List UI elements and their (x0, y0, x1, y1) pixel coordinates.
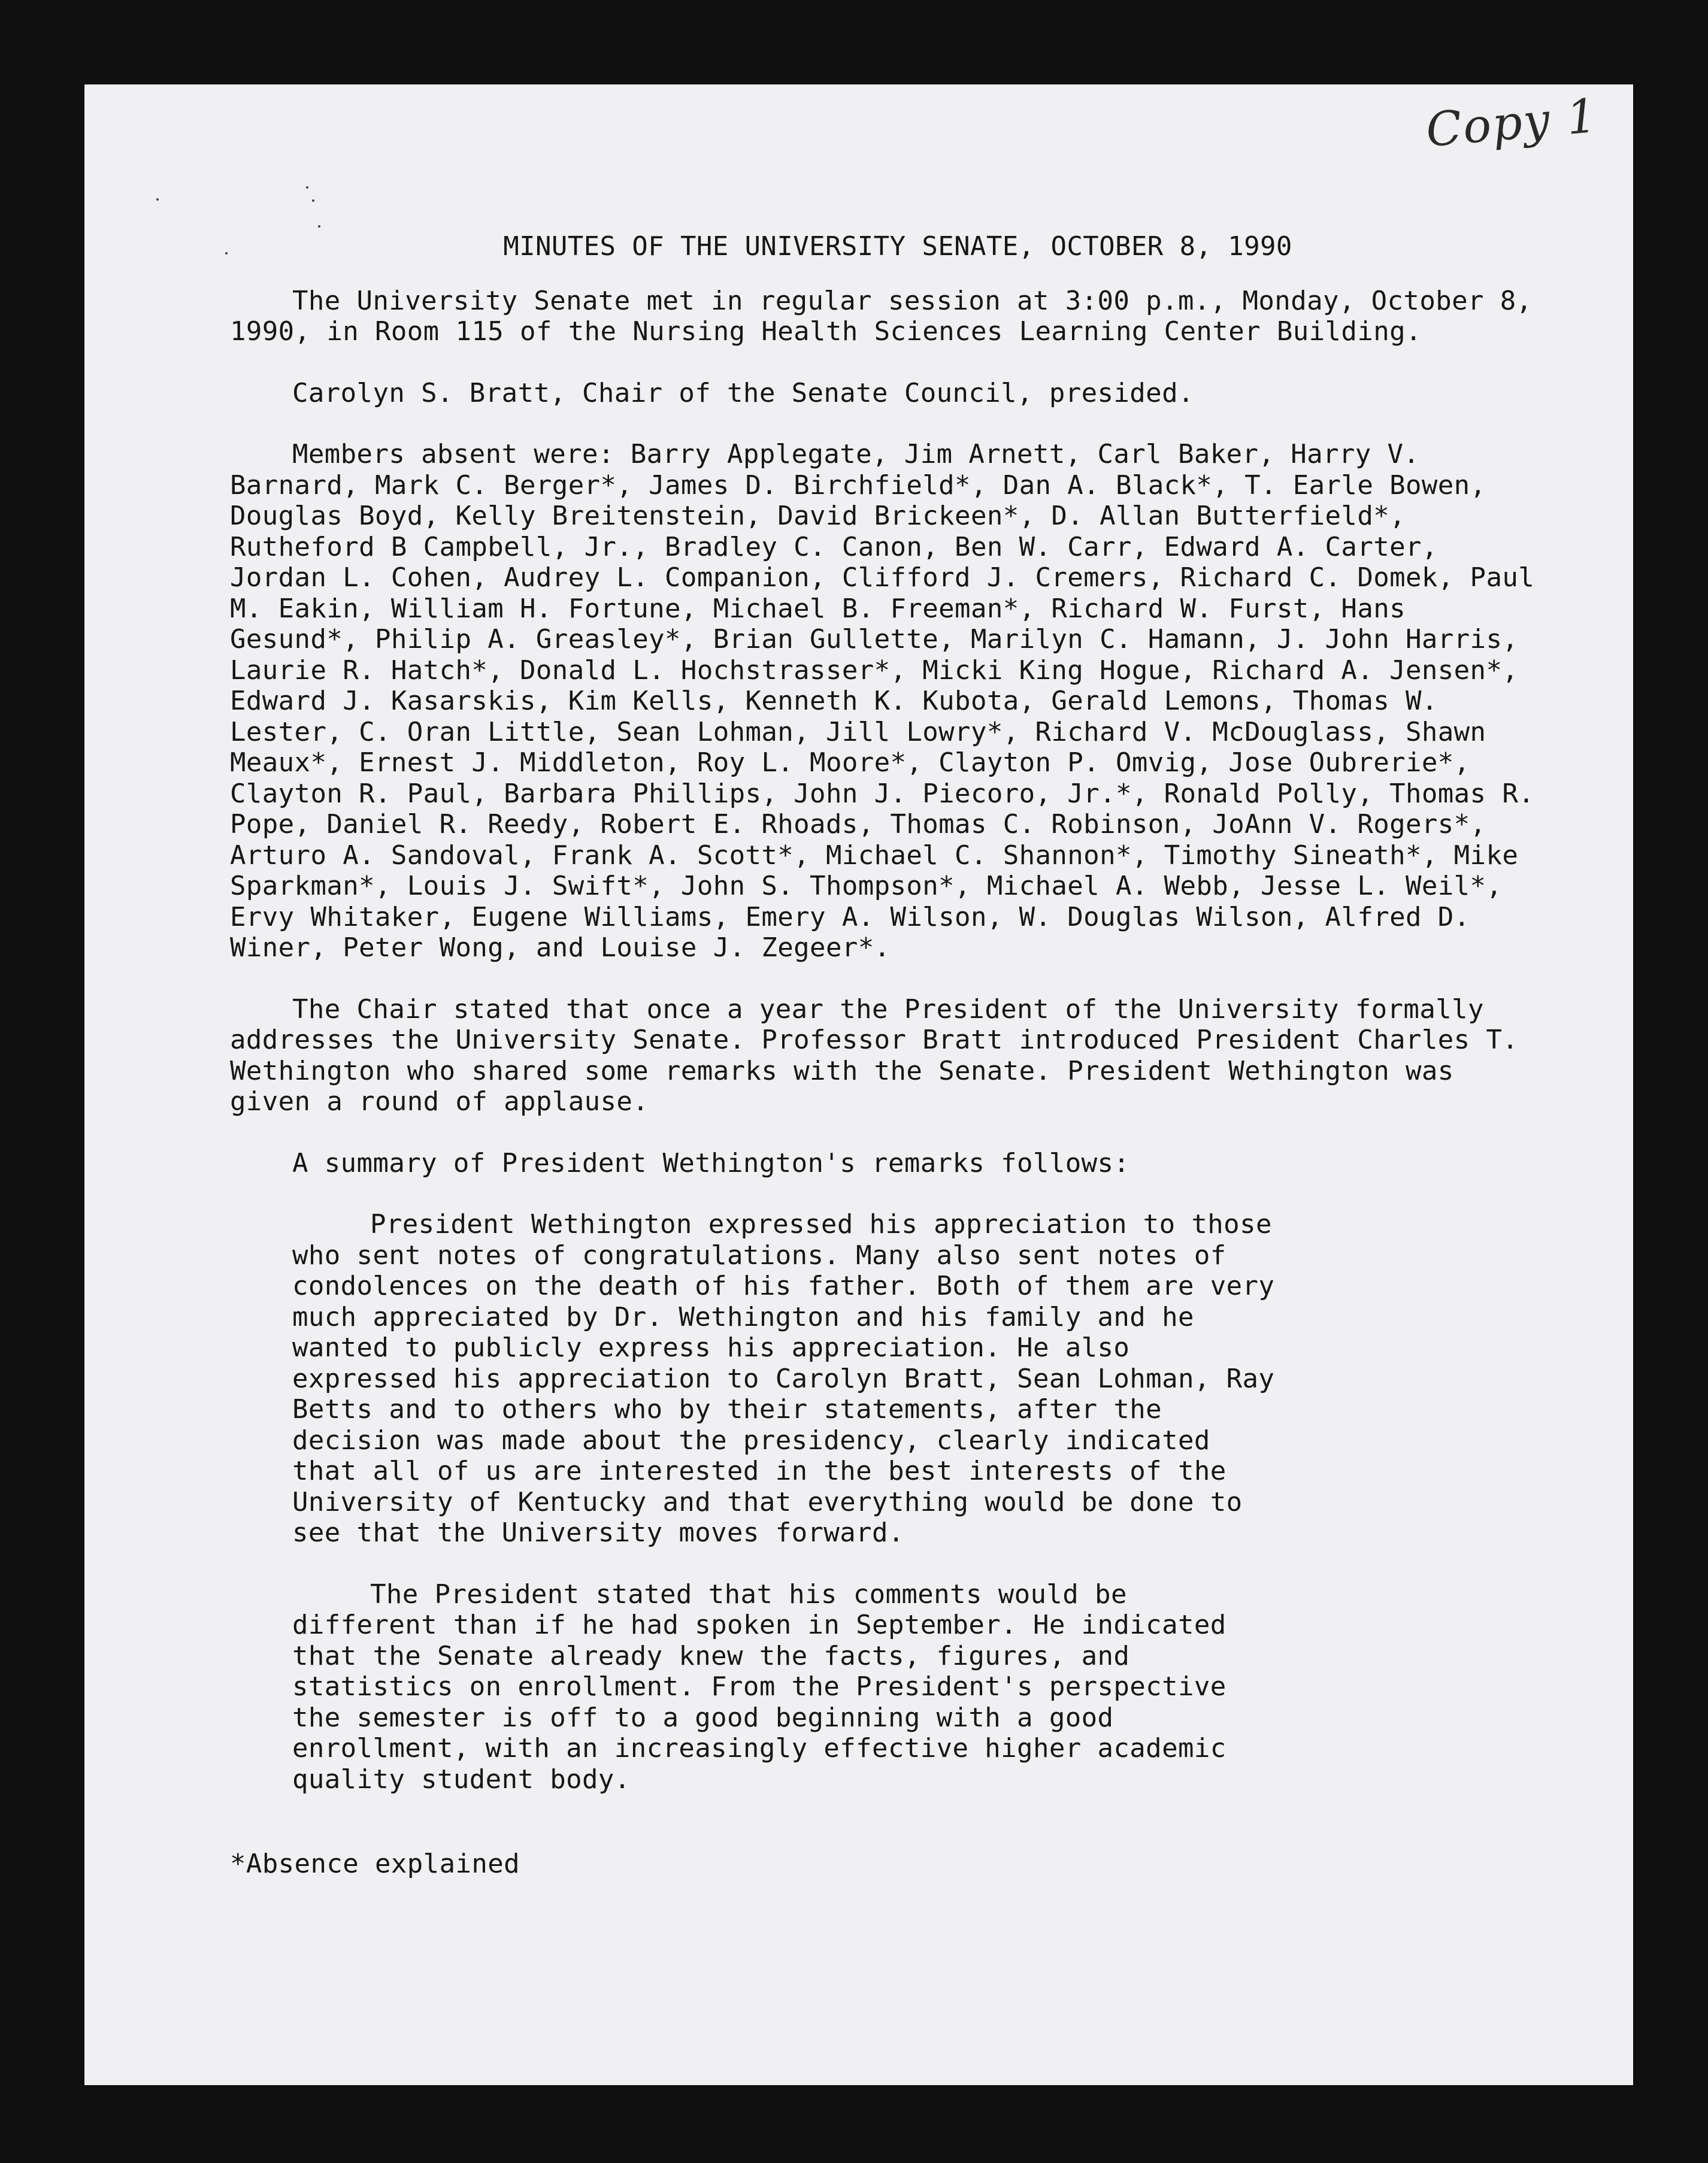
absent-members-paragraph: Members absent were: Barry Applegate, Jim Arnett, Carl Baker, Harry V. Barnard, Mark C. Berger*, James D. Birchfield*, Dan A. Black*, T. Earle Bowen, Douglas Boyd, Kelly Breitenstein, David Brickeen*, D. Allan Butterfield*, Rutheford B Campbell, Jr., Bradley C. Canon, Ben W. Carr, Edward A. Carter, Jordan L. Cohen, Audrey L. Companion, Clifford J. Cremers, Richard C. Domek, Paul M. Eakin, William H. Fortune, Michael B. Freeman*, Richard W. Furst, Hans Gesund*, Philip A. Greasley*, Brian Gullette, Marilyn C. Hamann, J. John Harris, Laurie R. Hatch*, Donald L. Hochstrasser*, Micki King Hogue, Richard A. Jensen*, Edward J. Kasarskis, Kim Kells, Kenneth K. Kubota, Gerald Lemons, Thomas W. Lester, C. Oran Little, Sean Lohman, Jill Lowry*, Richard V. McDouglass, Shawn Meaux*, Ernest J. Middleton, Roy L. Moore*, Clayton P. Omvig, Jose Oubrerie*, Clayton R. Paul, Barbara Phillips, John J. Piecoro, Jr.*, Ronald Polly, Thomas R. Pope, Daniel R. Reedy, Robert E. Rhoads, Thomas C. Robinson, JoAnn V. Rogers*, Arturo A. Sandoval, Frank A. Scott*, Michael C. Shannon*, Timothy Sineath*, Mike Sparkman*, Louis J. Swift*, John S. Thompson*, Michael A. Webb, Jesse L. Weil*, Ervy Whitaker, Eugene Williams, Emery A. Wilson, W. Douglas Wilson, Alfred D. Winer, Peter Wong, and Louise J. Zegeer*. (230, 439, 1550, 963)
document-title: MINUTES OF THE UNIVERSITY SENATE, OCTOBER 8, 1990 (503, 231, 1292, 262)
presider-paragraph: Carolyn S. Bratt, Chair of the Senate Council, presided. (292, 377, 1194, 408)
session-paragraph: The University Senate met in regular session at 3:00 p.m., Monday, October 8, 1990, in Room 115 of the Nursing Health Sciences Learning Center Building. (230, 285, 1549, 347)
handwritten-copy-note: Copy 1 (1424, 89, 1600, 158)
minutes-text (230, 231, 1548, 1880)
document-page (84, 84, 1633, 2085)
remarks-paragraph: President Wethington expressed his appreciation to those who sent notes of congratulations. Many also sent notes of condolences on the death of his father. Both of them are very much appreciated by Dr. Wethington and his family and he wanted to publicly express his appreciation. He also expressed his appreciation to Carolyn Bratt, Sean Lohman, Ray Betts and to others who by their statements, after the decision was made about the presidency, clearly indicated that all of us are interested in the best interests of the University of Kentucky and that everything would be done to see that the University moves forward. (292, 1209, 1275, 1548)
remarks-paragraph: The President stated that his comments would be different than if he had spoken in September. He indicated that the Senate already knew the facts, figures, and statistics on enrollment. From the President's perspective the semester is off to a good beginning with a good enrollment, with an increasingly effective higher academic quality student body. (292, 1579, 1227, 1795)
footnote: *Absence explained (230, 1849, 520, 1879)
summary-intro: A summary of President Wethington's remarks follows: (292, 1147, 1130, 1179)
chair-statement-paragraph: The Chair stated that once a year the President of the University formally addresses the University Senate. Professor Bratt introduced President Charles T. Wethington who shared some remarks with the Senate. President Wethington was given a round of applause. (230, 993, 1535, 1117)
